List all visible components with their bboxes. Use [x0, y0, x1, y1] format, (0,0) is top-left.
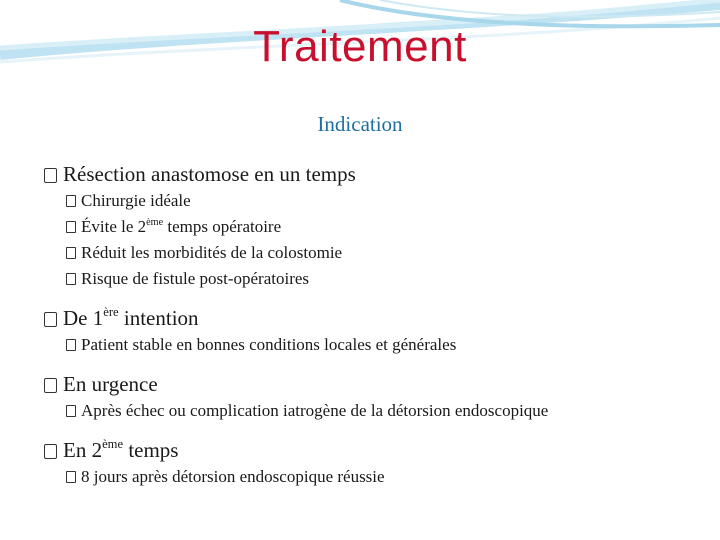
section-first-intention [44, 304, 704, 358]
list-item: Risque de fistule post-opératoires [44, 266, 704, 292]
list-item: Patient stable en bonnes conditions locales et générales [44, 332, 704, 358]
square-bullet-icon [44, 378, 57, 393]
slide-subtitle: Indication [317, 112, 403, 136]
list-item: Évite le 2ème temps opératoire [44, 214, 704, 240]
section-second-stage [44, 436, 704, 490]
list-item: Réduit les morbidités de la colostomie [44, 240, 704, 266]
square-bullet-icon [66, 471, 76, 483]
section-heading: Résection anastomose en un temps [44, 160, 704, 188]
square-bullet-icon [44, 312, 57, 327]
list-item: Chirurgie idéale [44, 188, 704, 214]
square-bullet-icon [66, 195, 76, 207]
slide-title: Traitement [253, 22, 467, 71]
section-heading: En 2ème temps [44, 436, 704, 464]
slide-content [44, 160, 704, 490]
square-bullet-icon [66, 273, 76, 285]
section-heading: De 1ère intention [44, 304, 704, 332]
square-bullet-icon [44, 444, 57, 459]
section-heading: En urgence [44, 370, 704, 398]
square-bullet-icon [66, 405, 76, 417]
square-bullet-icon [66, 247, 76, 259]
section-emergency [44, 370, 704, 424]
section-resection [44, 160, 704, 292]
square-bullet-icon [66, 221, 76, 233]
list-item: 8 jours après détorsion endoscopique réussie [44, 464, 704, 490]
list-item: Après échec ou complication iatrogène de la détorsion endoscopique [44, 398, 704, 424]
square-bullet-icon [66, 339, 76, 351]
square-bullet-icon [44, 168, 57, 183]
